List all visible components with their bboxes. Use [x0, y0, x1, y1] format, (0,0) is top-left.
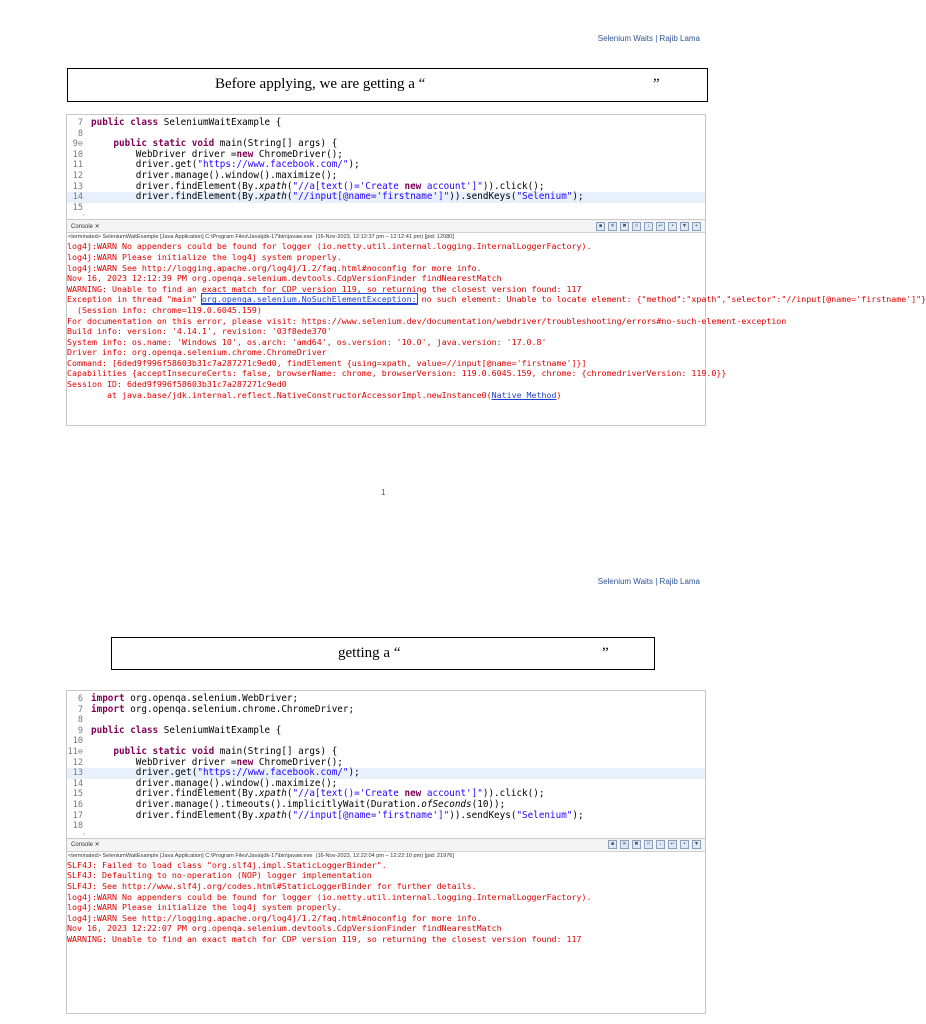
page-number: 1: [381, 488, 386, 497]
trace-prefix: at java.base/jdk.internal.reflect.NativeConstructorAccessorImpl.newInstance0(: [67, 389, 492, 400]
eclipse-screenshot: [66, 690, 706, 1014]
console-line: (Session info: chrome=119.0.6045.159): [67, 304, 262, 315]
console-line: log4j:WARN See http://logging.apache.org/log4j/1.2/faq.html#noconfig for more info.: [67, 912, 482, 923]
line-number: 15: [72, 202, 83, 213]
line-number: 17: [72, 810, 83, 821]
remove-all-icon[interactable]: ✖: [632, 840, 641, 849]
code-text: public static void main(String[] args) {: [113, 138, 338, 150]
code-text: import org.openqa.selenium.WebDriver;: [91, 693, 299, 704]
callout-box: [111, 637, 655, 670]
clear-console-icon[interactable]: □: [632, 222, 641, 231]
line-number: 14: [72, 192, 83, 203]
console-line: SLF4J: Failed to load class "org.slf4j.impl.StaticLoggerBinder".: [67, 859, 387, 870]
code-text: import org.openqa.selenium.chrome.ChromeDriver;: [91, 703, 355, 715]
code-text: driver.manage().window().maximize();: [91, 169, 338, 181]
code-line[interactable]: [67, 726, 705, 737]
console-line: log4j:WARN No appenders could be found for logger (io.netty.util.internal.logging.InternalLoggerFactory).: [67, 241, 592, 252]
callout-text-right: ”: [602, 645, 609, 661]
code-text: driver.findElement(By.xpath("//a[text()='Create new account']")).click();: [91, 180, 545, 192]
exception-line: [67, 294, 926, 305]
code-text: driver.get("https://www.facebook.com/");: [91, 159, 360, 171]
terminate-icon[interactable]: ■: [608, 840, 617, 849]
callout-box: [67, 68, 708, 102]
word-wrap-icon[interactable]: ↩: [668, 840, 677, 849]
callout-text-left: Before applying, we are getting a “: [215, 76, 426, 92]
console-line: Session ID: 6ded9f996f58603b31c7a287271c9ed0: [67, 379, 287, 390]
code-text: public static void main(String[] args) {: [113, 745, 338, 757]
line-number: 8: [77, 715, 83, 726]
console-line: WARNING: Unable to find an exact match for CDP version 119, so returning the closest version found: 117: [67, 283, 582, 294]
console-tab[interactable]: Console ✕: [71, 223, 100, 230]
line-number: 7: [77, 118, 83, 128]
line-number: 12: [72, 757, 83, 768]
remove-launch-icon[interactable]: ✕: [620, 840, 629, 849]
clear-console-icon[interactable]: □: [644, 840, 653, 849]
line-number: 12: [72, 170, 83, 181]
line-number: 6: [77, 694, 83, 704]
exception-link[interactable]: org.openqa.selenium.NoSuchElementException:: [201, 294, 417, 305]
console-toolbar: [67, 838, 705, 852]
console-line: Capabilities {acceptInsecureCerts: false, browserName: chrome, browserVersion: 119.0.6045.159, chrome: {chromedriverVersion: 119.0}}: [67, 368, 727, 379]
line-number: 11⊖: [67, 746, 83, 757]
line-number: 13: [72, 768, 83, 779]
line-number: 13: [72, 181, 83, 192]
terminated-status: <terminated> SeleniumWaitExample [Java Application] C:\Program Files\Java\jdk-17\bin\javaw.exe (16-Nov-2023, 12:12:37 pm – 12:12:41 pm) [pid: 12080]: [68, 234, 454, 241]
line-number: 9: [77, 725, 83, 736]
line-number: 11: [72, 160, 83, 171]
code-text: WebDriver driver =new ChromeDriver();: [91, 148, 343, 160]
code-text: driver.manage().timeouts().implicitlyWait(Duration.ofSeconds(10));: [91, 798, 506, 810]
code-text: driver.manage().window().maximize();: [91, 777, 338, 789]
console-line: log4j:WARN Please initialize the log4j system properly.: [67, 251, 342, 262]
native-method-link[interactable]: Native Method: [491, 389, 557, 400]
console-line: For documentation on this error, please visit: https://www.selenium.dev/documentation/webdriver/troubleshooting/errors#no-such-element-exception: [67, 315, 787, 326]
display-console-icon[interactable]: ▼: [692, 840, 701, 849]
code-text: driver.findElement(By.xpath("//a[text()='Create new account']")).click();: [91, 788, 545, 800]
line-number: 16: [72, 799, 83, 810]
trace-suffix: ): [556, 389, 562, 400]
code-text: driver.findElement(By.xpath("//input[@name='firstname']")).sendKeys("Selenium");: [91, 809, 584, 821]
code-line[interactable]: [67, 811, 705, 822]
line-number: 10: [72, 149, 83, 160]
scroll-lock-icon[interactable]: ↓: [656, 840, 665, 849]
code-line[interactable]: [67, 192, 705, 203]
console-line: System info: os.name: 'Windows 10', os.arch: 'amd64', os.version: '10.0', java.version: '17.0.8': [67, 336, 547, 347]
code-line[interactable]: [67, 203, 705, 214]
console-toolbar: [67, 219, 705, 233]
terminate-icon[interactable]: ■: [596, 222, 605, 231]
display-console-icon[interactable]: ▼: [680, 222, 689, 231]
code-text: WebDriver driver =new ChromeDriver();: [91, 756, 343, 768]
console-line: log4j:WARN No appenders could be found for logger (io.netty.util.internal.logging.InternalLoggerFactory).: [67, 891, 592, 902]
code-text: public class SeleniumWaitExample {: [91, 724, 282, 736]
page-header: Selenium Waits | Rajib Lama: [597, 577, 700, 586]
code-text: public class SeleniumWaitExample {: [91, 117, 282, 128]
page-header: Selenium Waits | Rajib Lama: [597, 34, 700, 43]
pin-console-icon[interactable]: •: [680, 840, 689, 849]
console-line: Nov 16, 2023 12:22:07 PM org.openqa.selenium.devtools.CdpVersionFinder findNearestMatch: [67, 923, 502, 934]
code-line[interactable]: [67, 118, 705, 129]
exception-prefix: Exception in thread "main": [67, 294, 202, 305]
code-text: driver.findElement(By.xpath("//input[@name='firstname']")).sendKeys("Selenium");: [91, 191, 584, 203]
console-line: Command: [6ded9f996f58603b31c7a287271c9ed0, findElement {using=xpath, value=//input[@name='firstname']}]: [67, 357, 587, 368]
editor-scrollbar[interactable]: ‹: [83, 831, 85, 838]
console-line: log4j:WARN Please initialize the log4j system properly.: [67, 902, 342, 913]
console-line: Nov 16, 2023 12:12:39 PM org.openqa.selenium.devtools.CdpVersionFinder findNearestMatch: [67, 273, 502, 284]
console-output: [67, 860, 705, 945]
code-text: driver.get("https://www.facebook.com/");: [91, 767, 360, 779]
console-line: Build info: version: '4.14.1', revision: '03f8ede370': [67, 326, 332, 337]
line-number: 7: [77, 704, 83, 715]
code-line[interactable]: [67, 821, 705, 832]
callout-text-right: ”: [653, 76, 660, 92]
line-number: 14: [72, 778, 83, 789]
console-tab[interactable]: Console ✕: [71, 842, 100, 849]
console-line: SLF4J: Defaulting to no-operation (NOP) logger implementation: [67, 870, 372, 881]
console-output: [67, 241, 926, 400]
line-number: 8: [77, 128, 83, 139]
line-number: 18: [72, 821, 83, 832]
terminated-status: <terminated> SeleniumWaitExample [Java Application] C:\Program Files\Java\jdk-17\bin\javaw.exe (16-Nov-2023, 12:22:04 pm – 12:22:10 pm) [pid: 21976]: [68, 852, 454, 859]
line-number: 9⊖: [72, 139, 83, 150]
code-text: [91, 821, 705, 832]
stack-trace-line: [67, 390, 705, 401]
eclipse-screenshot: [66, 114, 926, 426]
remove-all-icon[interactable]: ✖: [620, 222, 629, 231]
code-line[interactable]: [67, 694, 705, 705]
line-number: 10: [72, 736, 83, 747]
remove-launch-icon[interactable]: ✕: [608, 222, 617, 231]
pin-console-icon[interactable]: •: [668, 222, 677, 231]
code-line[interactable]: [67, 747, 705, 758]
code-text: [91, 203, 705, 214]
callout-text-left: getting a “: [338, 645, 401, 661]
console-line: Driver info: org.openqa.selenium.chrome.ChromeDriver: [67, 347, 327, 358]
code-editor: [67, 691, 705, 832]
scroll-lock-icon[interactable]: ↓: [644, 222, 653, 231]
code-line[interactable]: [67, 705, 705, 716]
word-wrap-icon[interactable]: ↩: [656, 222, 665, 231]
console-line: log4j:WARN See http://logging.apache.org/log4j/1.2/faq.html#noconfig for more info.: [67, 262, 482, 273]
line-number: 15: [72, 789, 83, 800]
console-line: WARNING: Unable to find an exact match for CDP version 119, so returning the closest version found: 117: [67, 933, 582, 944]
code-editor: [67, 115, 705, 213]
editor-scrollbar[interactable]: ‹: [83, 213, 85, 220]
open-console-icon[interactable]: +: [692, 222, 701, 231]
exception-suffix: no such element: Unable to locate element: {"method":"xpath","selector":"//input[@name='firstname']"}: [416, 294, 926, 305]
console-line: SLF4J: See http://www.slf4j.org/codes.html#StaticLoggerBinder for further details.: [67, 880, 477, 891]
